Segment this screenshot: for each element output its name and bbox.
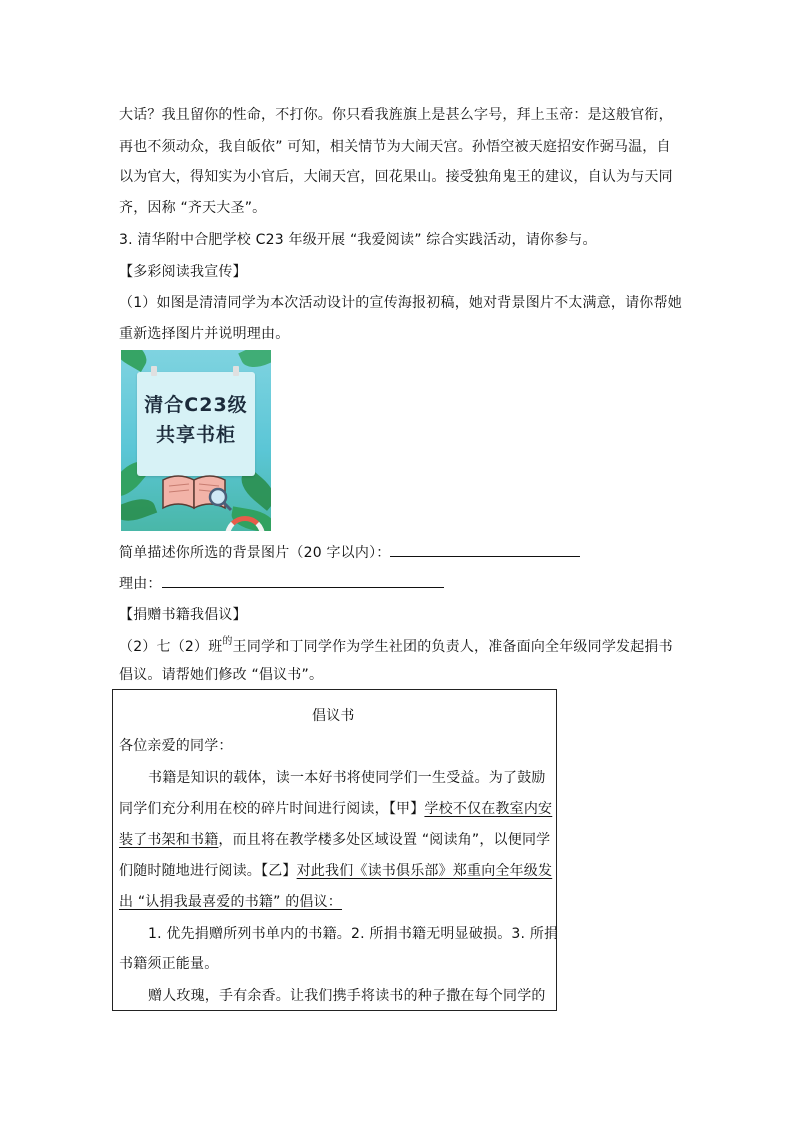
question-2-superscript: 的 xyxy=(222,636,233,647)
describe-line xyxy=(119,542,580,562)
section-title-donate: 【捐赠书籍我倡议】 xyxy=(119,607,247,623)
reason-label: 理由： xyxy=(119,576,162,592)
proposal-p1-text-c: 们随时随地进行阅读。 xyxy=(119,863,261,879)
magnifier-icon xyxy=(207,486,233,512)
proposal-greeting: 各位亲爱的同学： xyxy=(119,738,233,754)
question-2-text: 王同学和丁同学作为学生社团的负责人，准备面向全年级同学发起捐书 xyxy=(232,639,673,655)
paragraph-line-2: 再也不须动众，我自皈依” 可知，相关情节为大闹天宫。孙悟空被天庭招安作弼马温，自 xyxy=(119,139,671,155)
reason-line xyxy=(119,573,444,593)
poster-title-line-1: 清合C23级 xyxy=(144,394,248,416)
underlined-sentence-yi-part-2: 出 “认捐我最喜爱的书籍” 的倡议： xyxy=(119,894,343,910)
question-2-prefix: （2）七（2）班 xyxy=(119,639,223,655)
describe-label: 简单描述你所选的背景图片（20 字以内）： xyxy=(119,545,391,561)
marker-yi: 【乙】 xyxy=(261,863,297,879)
proposal-p3-line-1: 赠人玫瑰，手有余香。让我们携手将读书的种子撒在每个同学的 xyxy=(148,988,546,1004)
proposal-p1-line-1: 书籍是知识的载体，读一本好书将使同学们一生受益。为了鼓励 xyxy=(148,770,546,786)
proposal-p1-text-a: 同学们充分利用在校的碎片时间进行阅读， xyxy=(119,801,389,817)
poster-card xyxy=(137,372,255,476)
paragraph-line-3: 以为官大，得知实为小官后，大闹天宫，回花果山。接受独角鬼王的建议，自认为与天同 xyxy=(119,169,673,185)
proposal-p1-line-2 xyxy=(119,798,552,818)
question-2-line-2: 倡议。请帮她们修改 “倡议书”。 xyxy=(119,667,324,683)
underlined-sentence-yi-part-1: 对此我们《读书俱乐部》郑重向全年级发 xyxy=(296,863,553,879)
reason-answer-blank[interactable] xyxy=(162,573,444,588)
proposal-p1-line-4 xyxy=(119,860,552,880)
proposal-p2-line-2: 书籍须正能量。 xyxy=(119,956,219,972)
paragraph-line-4: 齐，因称 “齐天大圣”。 xyxy=(119,200,267,216)
proposal-p1-line-5 xyxy=(119,891,342,911)
underlined-sentence-jia-part-2: 装了书架和书籍 xyxy=(119,832,219,848)
describe-answer-blank[interactable] xyxy=(390,542,580,557)
section-title-promote: 【多彩阅读我宣传】 xyxy=(119,264,247,280)
proposal-p1-line-3 xyxy=(119,829,550,849)
poster-title-line-2: 共享书柜 xyxy=(155,424,236,446)
question-1-line-2: 重新选择图片并说明理由。 xyxy=(119,326,290,342)
poster-image xyxy=(121,350,271,531)
paragraph-line-1: 大话？我且留你的性命，不打你。你只看我旌旗上是甚么字号，拜上玉帝：是这般官衔， xyxy=(119,107,673,123)
underlined-sentence-jia-part-1: 学校不仅在教室内安 xyxy=(424,801,553,817)
question-3: 3. 清华附中合肥学校 C23 年级开展 “我爱阅读” 综合实践活动，请你参与。 xyxy=(119,232,597,248)
question-1-line-1: （1）如图是清清同学为本次活动设计的宣传海报初稿，她对背景图片不太满意，请你帮她 xyxy=(119,295,682,311)
proposal-p2-line-1: 1. 优先捐赠所列书单内的书籍。2. 所捐书籍无明显破损。3. 所捐 xyxy=(148,926,559,942)
marker-jia: 【甲】 xyxy=(388,801,425,817)
question-2-line-1 xyxy=(119,636,673,656)
proposal-p1-text-b: ，而且将在教学楼多处区域设置 “阅读角”，以便同学 xyxy=(218,832,551,848)
proposal-title: 倡议书 xyxy=(312,708,355,724)
